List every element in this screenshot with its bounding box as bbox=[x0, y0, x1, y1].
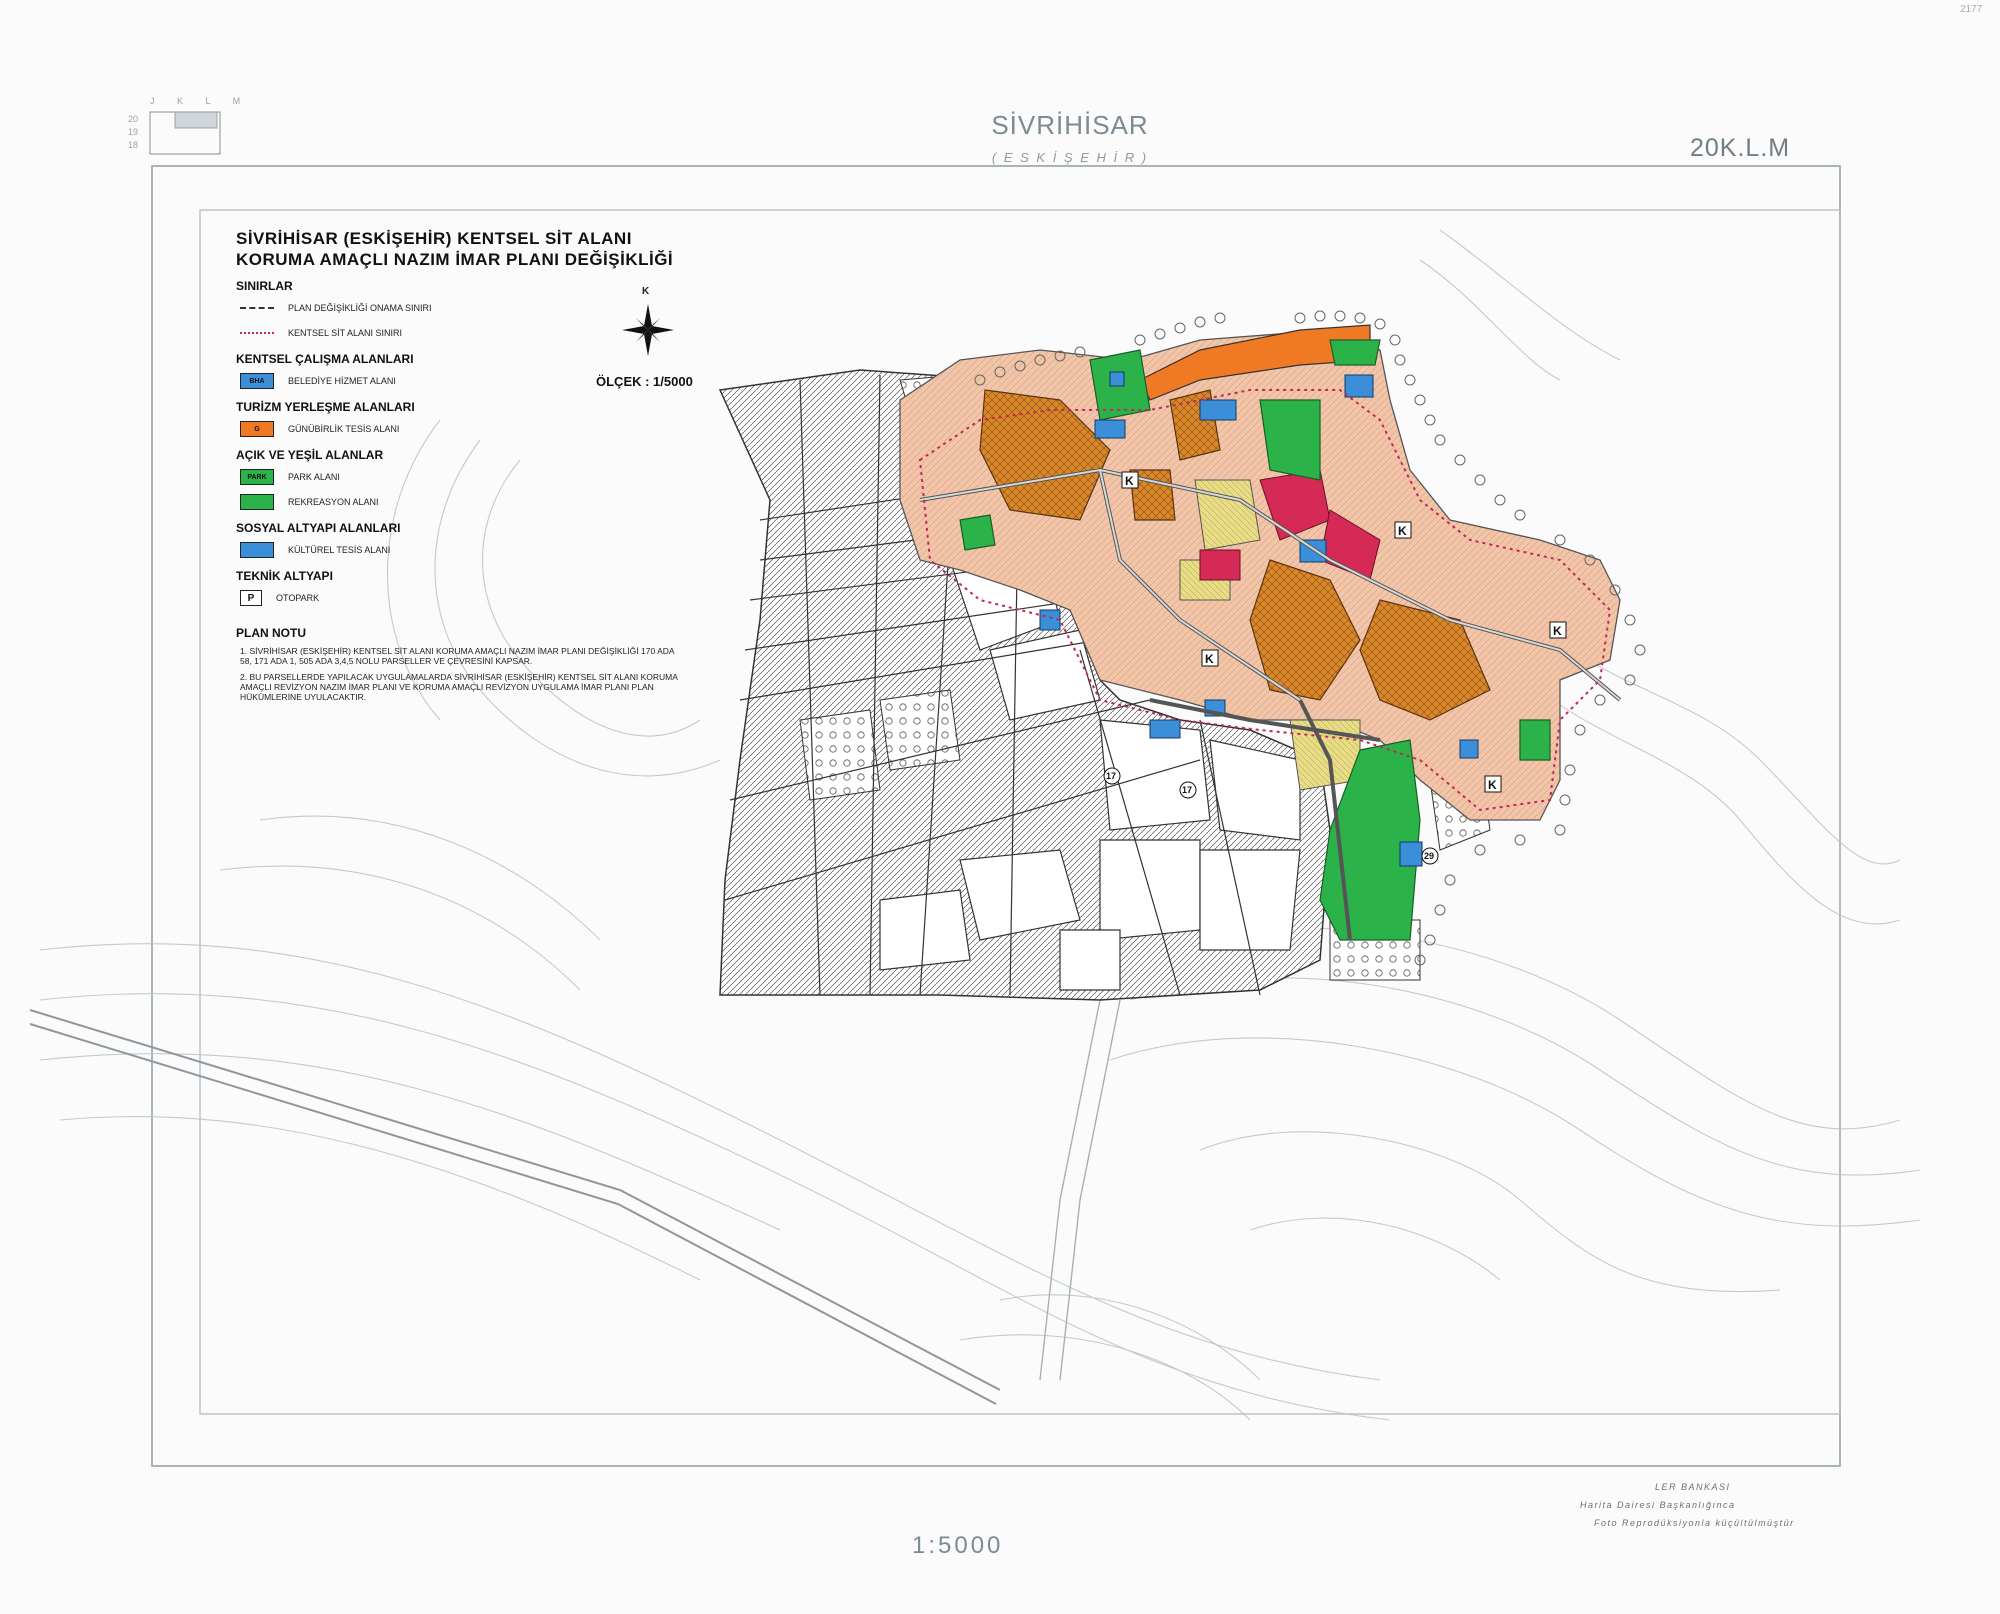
credit-line: LER BANKASI bbox=[1655, 1482, 1731, 1492]
recreation-swatch-icon bbox=[240, 494, 274, 510]
legend-item-rekreasyon bbox=[240, 492, 696, 512]
legend-label: GÜNÜBİRLİK TESİS ALANI bbox=[288, 424, 400, 434]
sheet-code: 20K.L.M bbox=[1690, 134, 1791, 162]
credit-line: Foto Reprodüksiyonla küçültülmüştür bbox=[1594, 1518, 1795, 1528]
zone-k-label: K bbox=[1398, 524, 1407, 538]
legend-label: PLAN DEĞİŞİKLİĞİ ONAMA SINIRI bbox=[288, 303, 432, 313]
legend-item-kulturel bbox=[240, 540, 696, 560]
north-label: K bbox=[642, 286, 650, 297]
scale-label: ÖLÇEK : 1/5000 bbox=[596, 374, 693, 389]
civic-swatch-icon: BHA bbox=[240, 373, 274, 389]
section-sosyal: SOSYAL ALTYAPI ALANLARI bbox=[236, 521, 401, 535]
dotted-red-line-icon bbox=[240, 325, 274, 341]
section-turizm: TURİZM YERLEŞME ALANLARI bbox=[236, 400, 415, 414]
legend-label: REKREASYON ALANI bbox=[288, 497, 379, 507]
legend-item-sit bbox=[240, 323, 696, 343]
index-row: 19 bbox=[128, 127, 139, 137]
legend-title-1: SİVRİHİSAR (ESKİŞEHİR) KENTSEL SİT ALANI bbox=[236, 229, 632, 248]
culture-swatch-icon bbox=[240, 542, 274, 558]
zone-k-label: K bbox=[1488, 778, 1497, 792]
tourism-swatch-icon: G bbox=[240, 421, 274, 437]
zone-k-label: K bbox=[1125, 474, 1134, 488]
section-kentsel: KENTSEL ÇALIŞMA ALANLARI bbox=[236, 352, 414, 366]
margin-number: 2177 bbox=[1960, 4, 1983, 15]
legend-label: BELEDİYE HİZMET ALANI bbox=[288, 376, 396, 386]
legend-label: OTOPARK bbox=[276, 593, 320, 603]
legend-item-onama bbox=[240, 298, 696, 318]
parking-icon: P bbox=[240, 590, 262, 606]
sheet-subtitle: ( E S K İ Ş E H İ R ) bbox=[991, 150, 1149, 165]
index-box-shade bbox=[175, 112, 217, 128]
plan-notes bbox=[236, 626, 696, 702]
legend-item-otopark bbox=[240, 588, 696, 608]
legend-title-2: KORUMA AMAÇLI NAZIM İMAR PLANI DEĞİŞİKLİĞİ bbox=[236, 250, 674, 269]
plan-notes-title: PLAN NOTU bbox=[236, 626, 306, 640]
credit-line: Harita Dairesi Başkanlığınca bbox=[1580, 1500, 1736, 1510]
legend-panel bbox=[236, 228, 696, 702]
footer-scale: 1:5000 bbox=[912, 1532, 1004, 1559]
dashed-line-icon bbox=[240, 300, 274, 316]
plan-note: 2. BU PARSELLERDE YAPILACAK UYGULAMALARDA SİVRİHİSAR (ESKİŞEHİR) KENTSEL SİT ALANI KORUMA AMAÇLI REVİZYON NAZIM İMAR PLANI VE KORUMA AMAÇLI REVİZYON UYGULAMA İMAR PLANI PLAN HÜKÜMLERİNE UYULACAKTIR. bbox=[240, 672, 678, 702]
section-sinirlar: SINIRLAR bbox=[236, 279, 293, 293]
section-teknik: TEKNİK ALTYAPI bbox=[236, 569, 333, 583]
plan-note: 1. SİVRİHİSAR (ESKİŞEHİR) KENTSEL SİT ALANI KORUMA AMAÇLI NAZIM İMAR PLANI DEĞİŞİKLİĞİ 170 ADA 58, 171 ADA 1, 505 ADA 3,4,5 NOLU PARSELLER VE ÇEVRESİNİ KAPSAR. bbox=[240, 646, 675, 666]
index-row: 20 bbox=[128, 114, 139, 124]
lower-road bbox=[1040, 1000, 1120, 1380]
zone-k-label: K bbox=[1205, 652, 1214, 666]
legend-item-park bbox=[240, 467, 696, 487]
legend-label: PARK ALANI bbox=[288, 472, 340, 482]
road-label: 17 bbox=[1182, 785, 1193, 795]
road-label: 17 bbox=[1106, 771, 1117, 781]
section-acik: AÇIK VE YEŞİL ALANLAR bbox=[236, 448, 384, 462]
sheet-title: SİVRİHİSAR bbox=[991, 110, 1149, 140]
index-letters: J K L M bbox=[150, 96, 251, 106]
legend-label: KÜLTÜREL TESİS ALANI bbox=[288, 545, 391, 555]
legend-label: KENTSEL SİT ALANI SINIRI bbox=[288, 328, 403, 338]
index-row: 18 bbox=[128, 140, 139, 150]
park-swatch-icon: PARK bbox=[240, 469, 274, 485]
railway-line bbox=[30, 1010, 1000, 1404]
legend-item-gunubirlik bbox=[240, 419, 696, 439]
zone-k-label: K bbox=[1553, 624, 1562, 638]
road-label: 29 bbox=[1424, 851, 1435, 861]
